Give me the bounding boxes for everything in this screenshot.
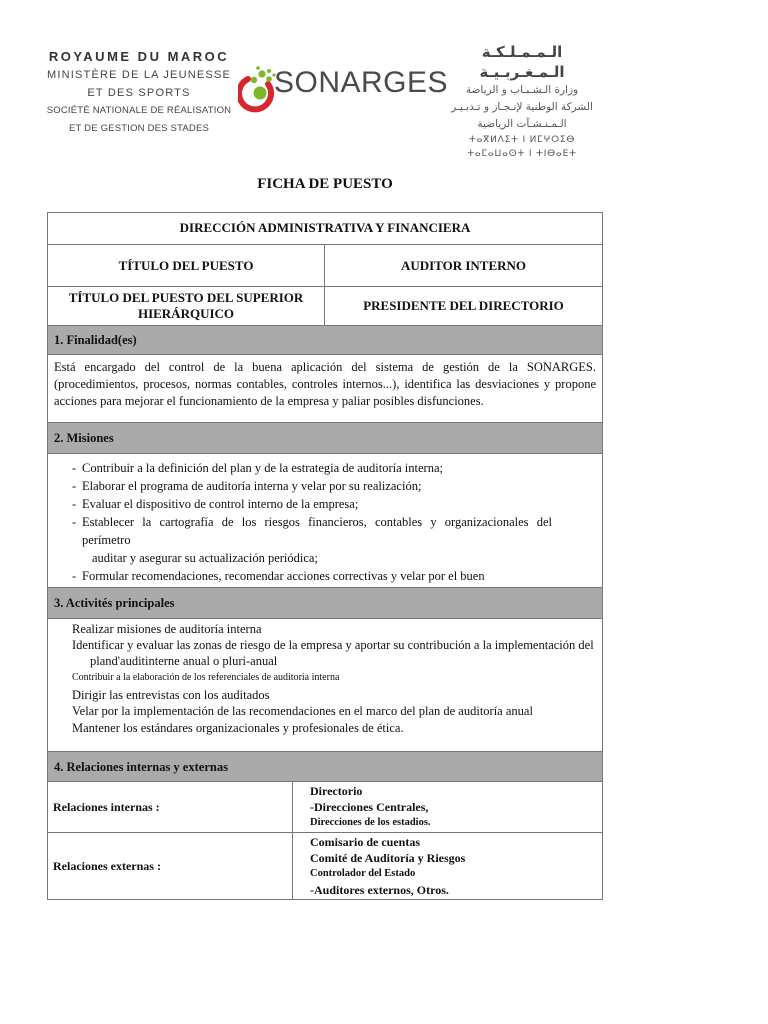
section-heading-relaciones: 4. Relaciones internas y externas	[48, 751, 602, 781]
ministry-arabic: وزارة الـشـبـاب و الرياضة	[465, 84, 579, 96]
mission-item: - Contribuir a la definición del plan y de la estrategia de auditoría interna;	[72, 461, 443, 475]
relaciones-internas-values	[293, 782, 602, 832]
section-heading-finalidad: 1. Finalidad(es)	[48, 325, 602, 354]
relation-line: Direcciones de los estadios.	[310, 817, 431, 828]
mission-item: - Evaluar el dispositivo de control interno de la empresa;	[72, 497, 359, 511]
relation-line: -Direcciones Centrales,	[310, 800, 429, 814]
activity-item: Realizar misiones de auditoría interna	[72, 622, 262, 636]
ministry-line-2: ET DES SPORTS	[87, 87, 191, 99]
logo-text: SONARGES	[274, 66, 449, 99]
company-arabic-2: الـمـنـشـآت الرياضية	[477, 118, 567, 130]
job-title-value: AUDITOR INTERNO	[400, 257, 527, 273]
superior-value: PRESIDENTE DEL DIRECTORIO	[363, 298, 564, 313]
header-left-institution	[44, 48, 234, 138]
relaciones-internas-row	[48, 781, 602, 832]
job-sheet-table	[47, 212, 603, 900]
mission-item: - Elaborar el programa de auditoría interna y velar por su realización;	[72, 479, 422, 493]
actividades-list	[48, 618, 602, 751]
company-line-1: SOCIÉTÉ NATIONALE DE RÉALISATION	[46, 105, 232, 116]
activity-item: Identificar y evaluar las zonas de riesgo de la empresa y aportar su contribución a la implementación del	[72, 638, 594, 652]
misiones-list	[48, 453, 602, 587]
sonarges-logo	[238, 64, 453, 116]
activity-item: Velar por la implementación de las recomendaciones en el marco del plan de auditoría anual	[72, 704, 533, 718]
relaciones-externas-row	[48, 832, 602, 899]
tifinagh-line-1: ⵜⴰⴳⵍⴷⵉⵜ ⵏ ⵍⵎⵖⵔⵉⴱ	[468, 135, 576, 145]
superior-label: TÍTULO DEL PUESTO DEL SUPERIOR HIERÁRQUICO	[48, 287, 325, 325]
job-title-label: TÍTULO DEL PUESTO	[48, 245, 325, 286]
header-right-institution	[442, 42, 602, 161]
mission-item: - Formular recomendaciones, recomendar acciones correctivas y velar por el buen	[72, 569, 485, 583]
activity-item: Mantener los estándares organizacionales y profesionales de ética.	[72, 721, 404, 735]
relation-line: Comisario de cuentas	[310, 835, 420, 849]
country-name: ROYAUME DU MAROC	[48, 49, 230, 64]
activity-item: Contribuir a la elaboración de los referenciales de auditoría interna	[72, 672, 340, 683]
superior-row	[48, 286, 602, 325]
job-title-row	[48, 244, 602, 286]
activity-item-continuation: pland'auditinterne anual o pluri-anual	[90, 654, 278, 668]
tifinagh-line-2: ⵜⴰⵎⴰⵡⴰⵙⵜ ⵏ ⵜⵏⴱⴰⴹⵜ	[467, 149, 577, 159]
country-name-arabic: الـمـمـلـكـة الـمـغـربـيـة	[479, 43, 565, 81]
mission-item: - Establecer la cartografía de los riesgos financieros, contables y organizacionales del perímetro auditar y asegurar su actualización periódica;	[72, 515, 552, 565]
ministry-line-1: MINISTÈRE DE LA JEUNESSE	[46, 69, 232, 81]
logo-mark-icon	[238, 64, 278, 116]
document-title: FICHA DE PUESTO	[257, 176, 393, 192]
relaciones-externas-values	[293, 833, 602, 899]
finalidad-text: Está encargado del control de la buena aplicación del sistema de gestión de la SONARGES. (procedimientos, procesos, normas contables, controles internos...), identifica las desviaciones y propone acciones para mejorar el funcionamiento de la empresa y paliar posibles disfunciones.	[48, 354, 602, 422]
section-heading-misiones: 2. Misiones	[48, 422, 602, 453]
relation-line: Controlador del Estado	[310, 868, 416, 879]
relation-line: -Auditores externos, Otros.	[310, 883, 449, 897]
company-line-2: ET DE GESTION DES STADES	[68, 123, 210, 134]
section-heading-actividades: 3. Activités principales	[48, 587, 602, 618]
relaciones-internas-label: Relaciones internas :	[48, 782, 293, 832]
company-arabic-1: الشركة الوطنية لإنـجـاز و تـدبـيـر	[451, 101, 593, 113]
activity-item: Dirigir las entrevistas con los auditados	[72, 688, 270, 702]
relation-line: Comité de Auditoría y Riesgos	[310, 851, 466, 865]
relation-line: Directorio	[310, 784, 363, 798]
department-row: DIRECCIÓN ADMINISTRATIVA Y FINANCIERA	[179, 220, 471, 235]
relaciones-externas-label: Relaciones externas :	[48, 833, 293, 899]
